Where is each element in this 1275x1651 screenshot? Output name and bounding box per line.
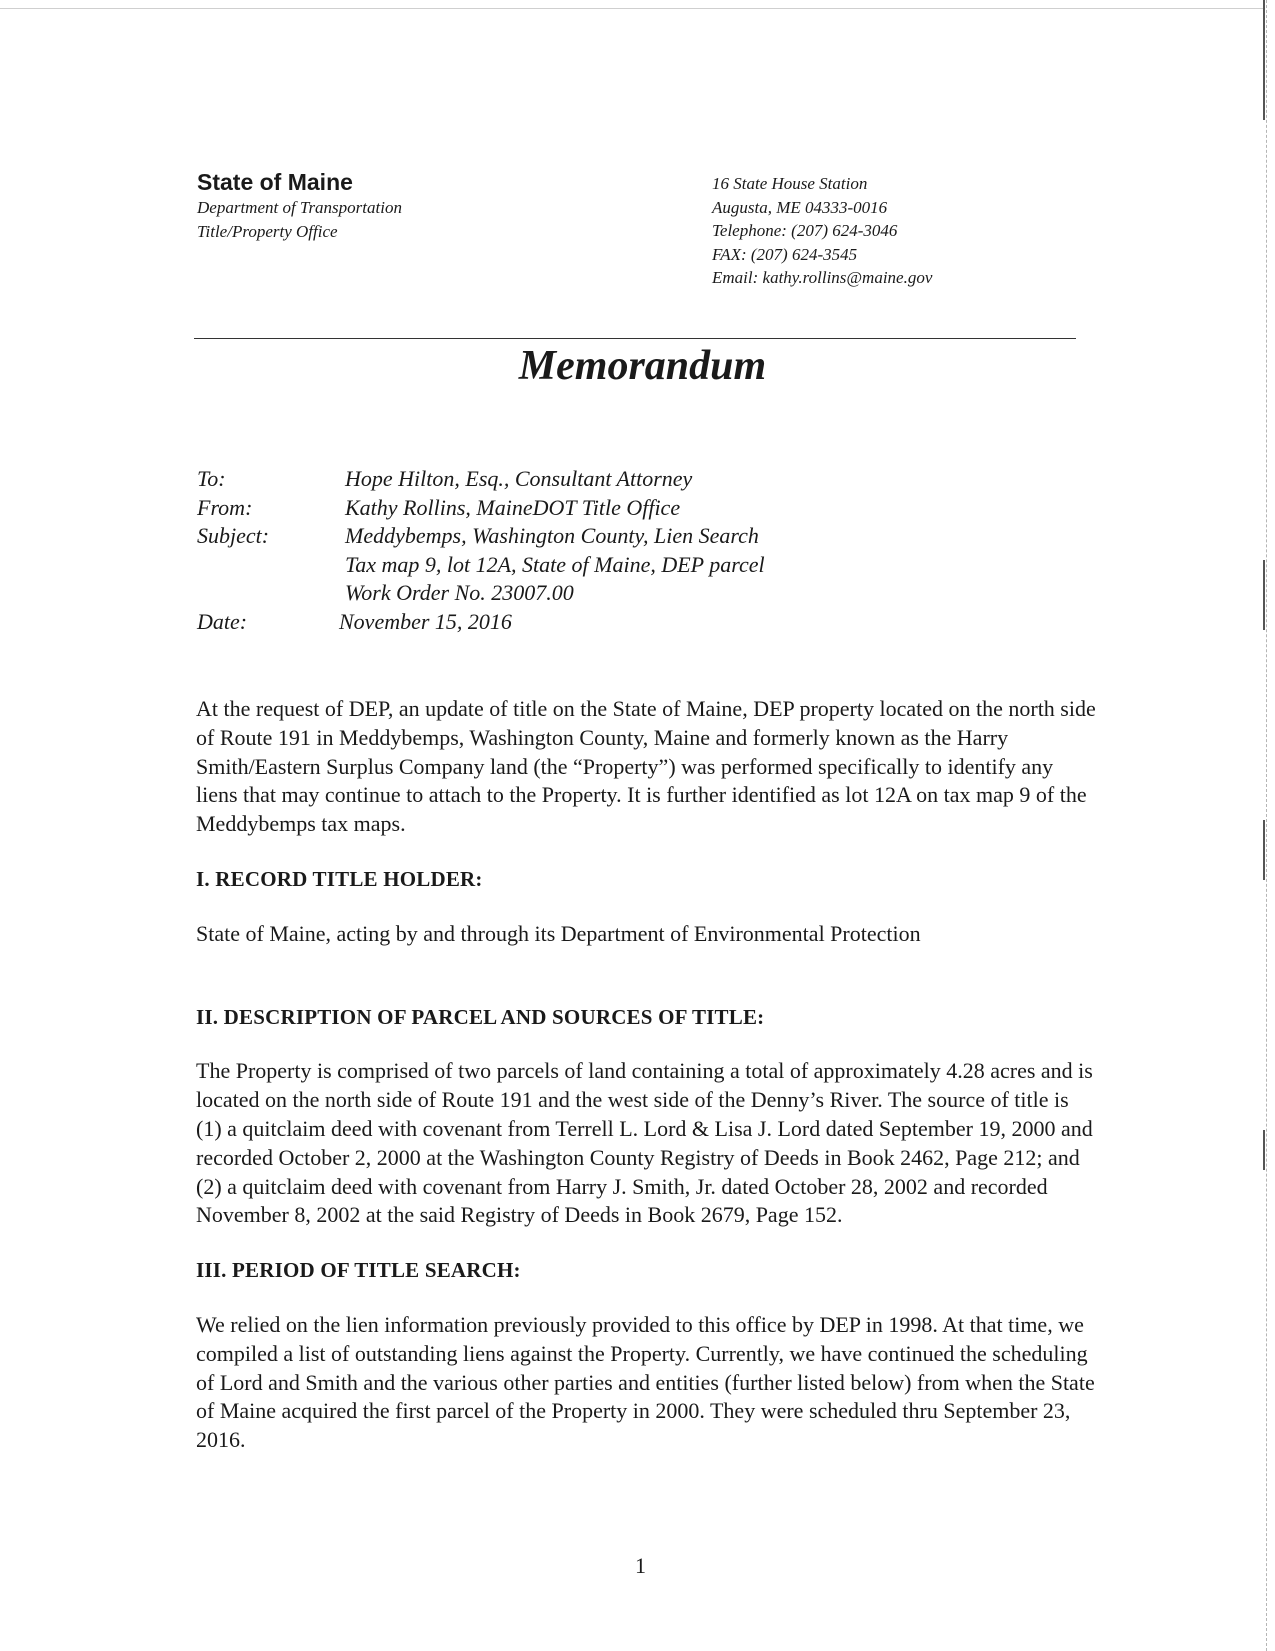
scan-edge-mark [1263,820,1265,880]
agency-name: State of Maine [197,169,353,195]
scan-edge-mark [1263,1130,1265,1170]
memo-to-value: Hope Hilton, Esq., Consultant Attorney [345,466,693,491]
memo-from-label: From: [197,494,253,520]
scan-edge-top [0,8,1265,9]
letterhead-contact [712,172,1072,290]
memo-subject-row [197,579,1097,608]
memo-from-row [197,494,1097,523]
memo-to-row [197,465,1097,494]
section-text: The Property is comprised of two parcels of land containing a total of approximately 4.28 acres and is located on the north side of Route 191 and the west side of the Denny’s River. The source of title is (1) a quitclaim deed with covenant from Terrell L. Lord & Lisa J. Lord dated September 19, 2000 and recorded October 2, 2000 at the Washington County Registry of Deeds in Book 2462, Page 212; and (2) a quitclaim deed with covenant from Harry J. Smith, Jr. dated October 28, 2002 and recorded November 8, 2002 at the said Registry of Deeds in Book 2679, Page 152. [196,1058,1093,1228]
memo-subject-row [197,551,1097,580]
page-title: Memorandum [518,343,767,389]
memo-subject-line: Tax map 9, lot 12A, State of Maine, DEP parcel [345,551,765,577]
address-city: Augusta, ME 04333-0016 [712,197,888,217]
memo-header [197,465,1097,636]
section-text: State of Maine, acting by and through its Department of Environmental Protection [196,920,921,946]
memo-subject-line: Meddybemps, Washington County, Lien Search [345,523,759,548]
department-name: Department of Transportation [197,198,402,217]
memo-body [196,695,1096,1455]
section-heading: I. RECORD TITLE HOLDER: [196,866,483,891]
office-name: Title/Property Office [197,222,338,241]
letterhead-left [197,168,617,244]
intro-paragraph: At the request of DEP, an update of title on the State of Maine, DEP property located on the north side of Route 191 in Meddybemps, Washington County, Maine and formerly known as the Harry Smith/Eastern Surplus Company land (the “Property”) was performed specifically to identify any liens that may continue to attach to the Property. It is further identified as lot 12A on tax map 9 of the Meddybemps tax maps. [196,696,1096,837]
section-heading: III. PERIOD OF TITLE SEARCH: [196,1258,521,1283]
memo-date-row [197,608,1097,637]
memo-to-label: To: [197,466,226,491]
email: Email: kathy.rollins@maine.gov [712,268,933,287]
memo-from-value: Kathy Rollins, MaineDOT Title Office [345,494,681,520]
address-street: 16 State House Station [712,174,868,193]
memo-date-value: November 15, 2016 [339,608,512,634]
memo-date-label: Date: [197,608,248,634]
fax: FAX: (207) 624-3545 [712,244,858,264]
memo-subject-label: Subject: [197,523,270,548]
scan-edge-right [1266,0,1267,1651]
telephone: Telephone: (207) 624-3046 [712,221,898,240]
memo-subject-row [197,522,1097,551]
header-divider [194,338,1076,339]
scan-edge-mark [1263,0,1265,120]
scan-edge-mark [1263,560,1265,630]
section-text: We relied on the lien information previously provided to this office by DEP in 1998. At that time, we compiled a list of outstanding liens against the Property. Currently, we have continued the scheduling of Lord and Smith and the various other parties and entities (further listed below) from when the State of Maine acquired the first parcel of the Property in 2000. They were scheduled thru September 23, 2016. [196,1311,1095,1453]
page-number: 1 [635,1553,646,1578]
section-heading: II. DESCRIPTION OF PARCEL AND SOURCES OF TITLE: [196,1004,765,1029]
memo-subject-line: Work Order No. 23007.00 [345,580,574,605]
